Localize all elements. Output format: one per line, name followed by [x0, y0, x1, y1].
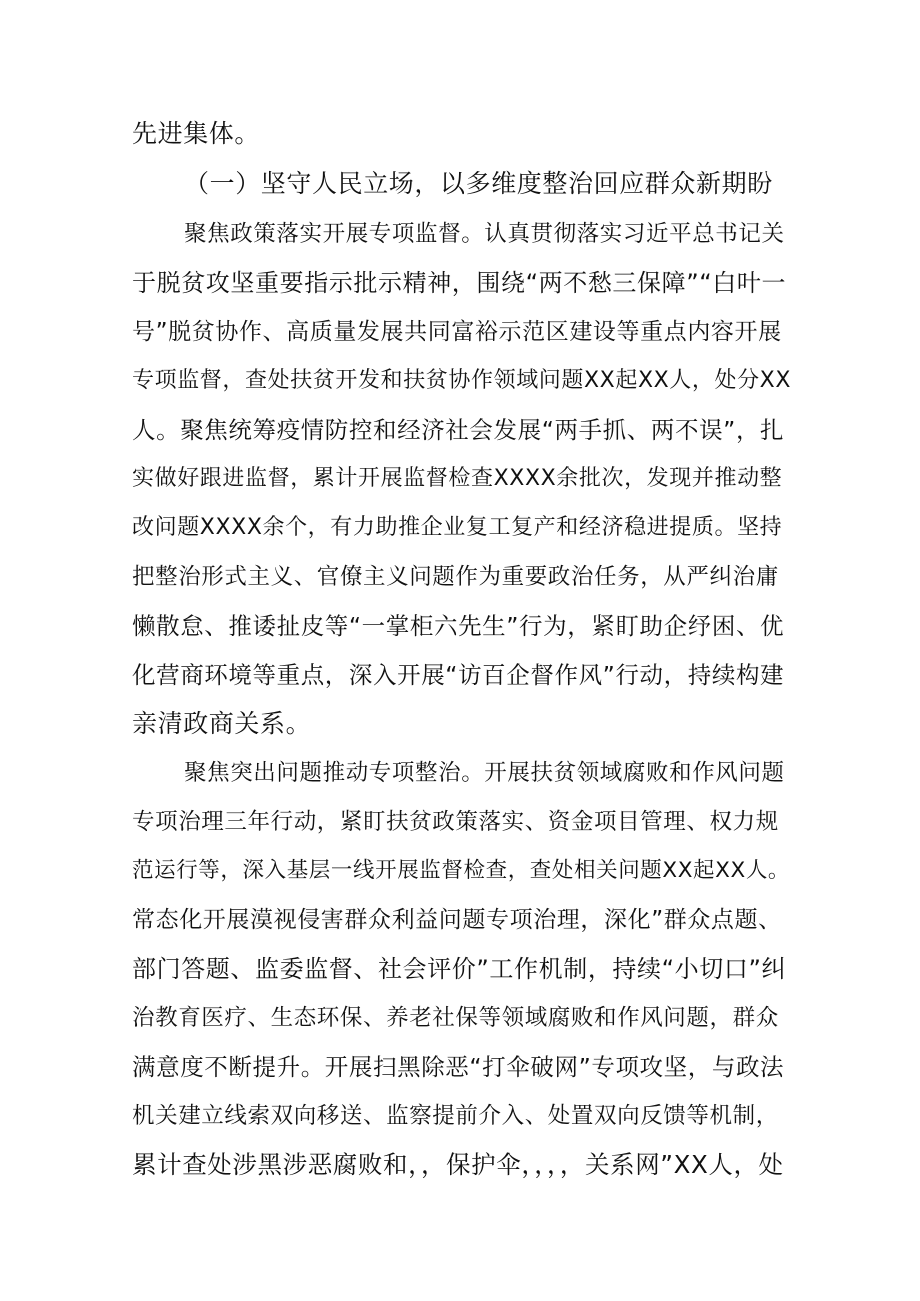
text-line-11: 懒散怠、推诿扯皮等“一掌柜六先生”行为，紧盯助企纾困、优 — [132, 612, 785, 640]
text-line-15: 专项治理三年行动，紧盯扶贫政策落实、资金项目管理、权力规 — [132, 809, 779, 835]
text-line-12: 化营商环境等重点，深入开展“访百企督作风”行动，持续构建 — [132, 661, 785, 689]
text-line-14: 聚焦突出问题推动专项整治。开展扶贫领域腐败和作风问题 — [184, 760, 785, 786]
text-line-16: 范运行等，深入基层一线开展监督检查，查处相关问题XX起XX人。 — [132, 858, 791, 883]
text-line-9: 改问题XXXX余个，有力助推企业复工复产和经济稳进提质。坚持 — [132, 515, 783, 540]
text-line-5: 号”脱贫协作、高质量发展共同富裕示范区建设等重点内容开展 — [132, 319, 782, 345]
text-line-7: 人。聚焦统筹疫情防控和经济社会发展“两手抓、两不误”，扎 — [132, 416, 785, 444]
text-line-19: 治教育医疗、生态环保、养老社保等领域腐败和作风问题，群众 — [132, 1005, 779, 1031]
text-line-6: 专项监督，查处扶贫开发和扶贫协作领域问题XX起XX人，处分XX — [132, 368, 792, 393]
text-line-13: 亲清政商关系。 — [132, 709, 312, 738]
text-line-22: 累计查处涉黑涉恶腐败和，，保护伞，，，，关系网”XX人，处 — [132, 1150, 784, 1179]
text-line-3: 聚焦政策落实开展专项监督。认真贯彻落实习近平总书记关 — [184, 221, 785, 247]
text-line-17: 常态化开展漠视侵害群众利益问题专项治理，深化”群众点题、 — [132, 907, 782, 933]
text-line-1: 先进集体。 — [132, 119, 261, 148]
text-line-20: 满意度不断提升。开展扫黑除恶“打伞破网”专项攻坚，与政法 — [132, 1053, 785, 1081]
text-line-10: 把整治形式主义、官僚主义问题作为重要政治任务，从严纠治庸 — [132, 564, 779, 590]
text-line-4: 于脱贫攻坚重要指示批示精神，围绕“两不愁三保障”“白叶一 — [132, 269, 787, 297]
text-line-21: 机关建立线索双向移送、监察提前介入、处置双向反馈等机制， — [132, 1103, 779, 1129]
text-line-8: 实做好跟进监督，累计开展监督检查XXXX余批次，发现并推动整 — [132, 466, 783, 491]
section-heading: （一）坚守人民立场，以多维度整治回应群众新期盼 — [184, 169, 773, 198]
text-line-18: 部门答题、监委监督、社会评价”工作机制，持续“小切口”纠 — [132, 955, 787, 983]
